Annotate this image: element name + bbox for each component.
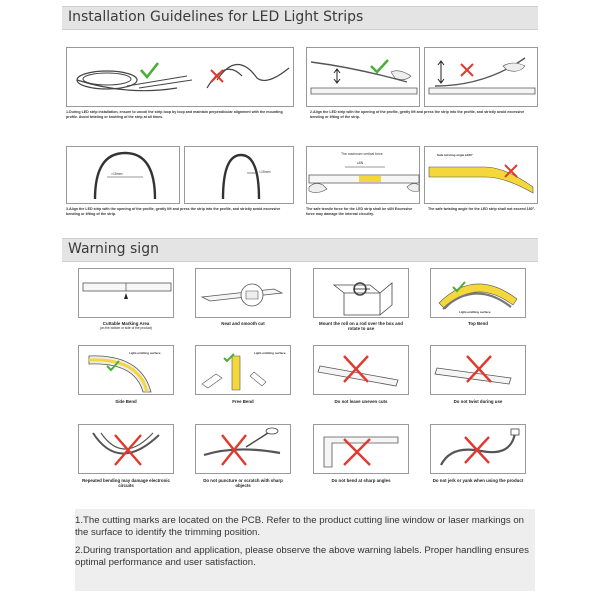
force-value: ≤6N bbox=[357, 161, 364, 165]
installation-header bbox=[62, 6, 538, 30]
warning-title: Warning sign bbox=[68, 241, 159, 257]
check-icon bbox=[141, 63, 158, 77]
install-panel-radius-bad bbox=[184, 146, 294, 204]
warn-panel-side-bend bbox=[78, 345, 174, 395]
profile-ok-illustration bbox=[307, 48, 421, 108]
caption-sharp-angle: Do not bend at sharp angles bbox=[331, 478, 391, 483]
warn-panel-no-twist bbox=[430, 345, 526, 395]
caption-puncture: Do not puncture or scratch with sharp objects bbox=[203, 478, 283, 489]
warning-header bbox=[62, 238, 538, 262]
warn-panel-puncture bbox=[195, 424, 291, 474]
radius-bad-label: <15mm bbox=[259, 170, 271, 174]
install-step2-text: 2.Align the LED strip with the opening of the profile, gently lift and press the strip into the profile, and strictly avoid excessive bending or lifting of the strip. bbox=[310, 110, 525, 119]
radius-ok-illustration bbox=[67, 147, 181, 205]
max-force-label: The maximum vertical force bbox=[341, 152, 383, 156]
caption-no-twist: Do not twist during use bbox=[453, 399, 503, 404]
light-surface-label-side: Light-emitting surface bbox=[129, 351, 161, 355]
radius-ok-label: >15mm bbox=[111, 172, 123, 176]
cross-icon bbox=[461, 64, 473, 76]
install-step1-text: 1.During LED strip installation, ensure to uncoil the strip loop by loop and maintain perpendicular alignment with the mounting profile. Avoid twisting or knotting of the strip at all times. bbox=[66, 110, 283, 119]
install-panel-twist bbox=[424, 146, 538, 204]
note-1: 1.The cutting marks are located on the PCB. Refer to the product cutting line window or laser markings on the surface to identify the trimming position. bbox=[75, 515, 524, 538]
caption-uneven-cut: Do not leave uneven cuts bbox=[334, 399, 388, 404]
install-step3-text: 3.Align the LED strip with the opening of the profile, gently lift and press the strip into the profile, and strictly avoid excessive bending or lifting of the strip. bbox=[66, 207, 281, 216]
smooth-cut-illustration bbox=[196, 269, 292, 319]
caption-free-bend: Free Bend bbox=[232, 399, 254, 404]
light-surface-label: Light-emitting surface bbox=[459, 310, 491, 314]
no-jerk-illustration bbox=[431, 425, 527, 475]
caption-no-jerk: Do not jerk or yank when using the product bbox=[432, 478, 524, 483]
check-icon bbox=[371, 60, 388, 72]
install-panel-profile-ok bbox=[306, 47, 420, 107]
cut-mark-illustration bbox=[79, 269, 175, 319]
profile-bad-illustration bbox=[425, 48, 539, 108]
warn-panel-no-jerk bbox=[430, 424, 526, 474]
notes-box bbox=[75, 509, 535, 591]
puncture-illustration bbox=[196, 425, 292, 475]
install-panel-uncoil bbox=[66, 47, 294, 107]
cross-icon bbox=[211, 70, 223, 82]
warn-panel-sharp-angle bbox=[313, 424, 409, 474]
caption-top-bend: Top Bend bbox=[468, 321, 488, 326]
install-panel-radius-ok bbox=[66, 146, 180, 204]
caption-cut-mark: Cuttable Marking Area (on the bottom or side of the product) bbox=[99, 321, 153, 331]
repeated-bend-illustration bbox=[79, 425, 175, 475]
caption-side-bend: Side Bend bbox=[115, 399, 137, 404]
caption-roll-box: Mount the roll on a rod over the box and rotate to use bbox=[319, 321, 403, 332]
install-panel-tensile bbox=[306, 146, 420, 204]
note-2: 2.During transportation and application, please observe the above warning labels. Proper handling ensures optimal performance and user satisfaction. bbox=[75, 545, 529, 568]
tensile-note-text: The safe tensile force for the LED strip shall be ≤6N Excessive force may damage the internal circuitry. bbox=[306, 207, 413, 216]
warn-panel-free-bend bbox=[195, 345, 291, 395]
caption-smooth-cut: Neat and smooth cut bbox=[221, 321, 265, 326]
warn-panel-top-bend bbox=[430, 268, 526, 318]
sharp-angle-illustration bbox=[314, 425, 410, 475]
roll-box-illustration bbox=[314, 269, 410, 319]
warn-panel-cut-mark bbox=[78, 268, 174, 318]
no-twist-illustration bbox=[431, 346, 527, 396]
uneven-cut-illustration bbox=[314, 346, 410, 396]
twist-note-text: The safe twisting angle for the LED strip shall not exceed 180°. bbox=[428, 207, 536, 211]
caption-repeated-bend: Repeated bending may damage electronic circuits bbox=[82, 478, 170, 489]
install-panel-profile-bad bbox=[424, 47, 538, 107]
warn-panel-uneven-cut bbox=[313, 345, 409, 395]
light-surface-label-free: Light-emitting surface bbox=[254, 351, 286, 355]
uncoil-illustration bbox=[67, 48, 295, 108]
twist-angle-label: Safe twisting angle ≤180° bbox=[437, 153, 473, 157]
radius-bad-illustration bbox=[185, 147, 295, 205]
warn-panel-smooth-cut bbox=[195, 268, 291, 318]
warn-panel-roll-box bbox=[313, 268, 409, 318]
warn-panel-repeated-bend bbox=[78, 424, 174, 474]
installation-title: Installation Guidelines for LED Light Strips bbox=[68, 9, 364, 25]
